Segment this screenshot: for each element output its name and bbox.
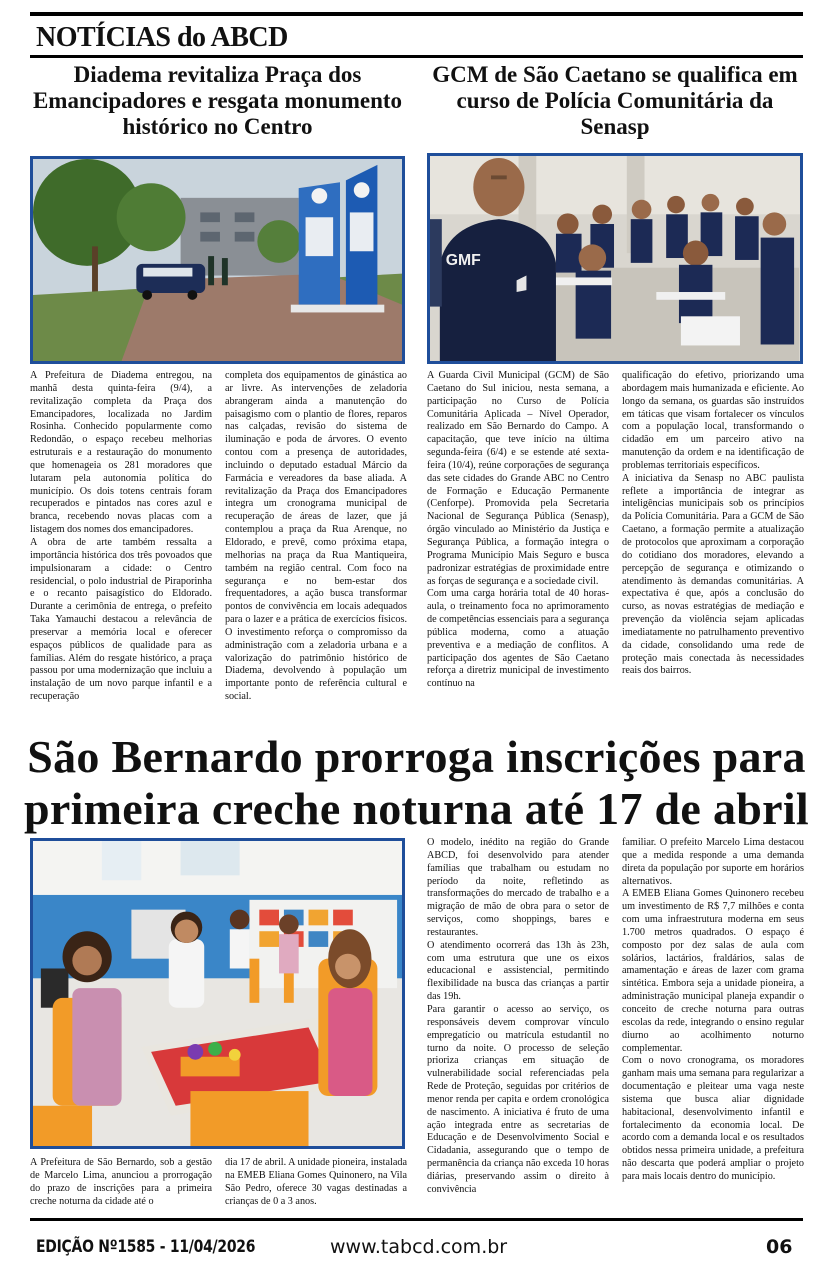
creche-paragraph: Para garantir o acesso ao serviço, os responsáveis devem comprovar vínculo empregatício ou matrícula estudantil no turno da noite. O processo de seleção prioriza crianças em situação de vulnerabilidade social referenciadas pela Rede de Proteção, seguidas por critérios de menor renda per capita e ordem cronológica de nascimento. A iniciativa é fruto de uma ação integrada entre as secretarias de Educação e de Desenvolvimento Social e Cidadania, assegurando que o tempo de permanência da criança não exceda 10 horas diárias, preservando assim o direito à convivência bbox=[427, 1003, 609, 1195]
gcm-photo bbox=[427, 153, 803, 364]
page-number: 06 bbox=[766, 1236, 793, 1258]
gcm-paragraph: A Guarda Civil Municipal (GCM) de São Caetano do Sul iniciou, nesta semana, a participação no Curso de Polícia Comunitária Aplicada – Nível Operador, realizado em São Bernardo do Campo. A capacitação, que teve início na última segunda-feira (6/4) e se estende até sexta-feira (10/4), reúne corporações de segurança das sete cidades do Grande ABC no Centro de Formação e Educação Permanente (Cenforpe). Promovida pela Secretaria Nacional de Segurança Pública (Senasp), órgão vinculado ao Ministério da Justiça e Segurança Pública, a formação integra o Programa Município Mais Seguro e busca padronizar estratégias de proximidade entre as forças de segurança e a sociedade civil. bbox=[427, 370, 609, 587]
diadema-paragraph: A obra de arte também ressalta a importância histórica dos três povoados que impulsionaram a cidade: o Centro residencial, o polo industrial de Piraporinha e o recanto paisagístico do Eldorado. Durante a cerimônia de entrega, o prefeito Taka Yamauchi destacou a relevância de preservar a memória local e oferecer espaços públicos de qualidade para as famílias. Além do resgate histórico, a praça passou por uma modernização que incluiu a instalação de um novo parque infantil e a recuperação bbox=[30, 536, 212, 703]
diadema-paragraph: completa dos equipamentos de ginástica ao ar livre. As intervenções de zeladoria abrangeram ainda a manutenção do paisagismo com o plantio de flores, reparos nas calçadas, revisão do sistema de iluminação e poda de árvores. O evento contou com a presença de autoridades, incluindo o deputado estadual Márcio da Farmácia e vereadores da base aliada. A revitalização da Praça dos Emancipadores integra um cronograma municipal de recuperação de áreas de lazer, que já contemplou a praça da Rua Arenque, no Eldorado, e prevê, como próxima etapa, melhorias na praça da Rua Mantiqueira, também na região central. Com foco na segurança e no bem-estar dos frequentadores, a ação busca transformar pontos de convivência em locais adequados para o lazer e a prática de exercícios físicos. O investimento reforça o compromisso da administração com a zeladoria urbana e a valorização do patrimônio histórico de Diadema, devolvendo à população um importante ponto de referência cultural e social. bbox=[225, 370, 407, 703]
creche-paragraph: familiar. O prefeito Marcelo Lima destacou que a medida responde a uma demanda direta da população por suporte em horários alternativos. bbox=[622, 837, 804, 887]
diadema-column-1 bbox=[30, 370, 212, 704]
gcm-column-1 bbox=[427, 370, 609, 691]
creche-column-2 bbox=[225, 1157, 407, 1208]
footer-rule bbox=[30, 1218, 803, 1221]
creche-column-4 bbox=[622, 837, 804, 1184]
creche-paragraph: O modelo, inédito na região do Grande ABCD, foi desenvolvido para atender famílias que trabalham ou estudam no período da noite, refletindo as transformações do mercado de trabalho e a migração de mão de obra para o setor de serviços, como shoppings, bares e restaurantes. bbox=[427, 837, 609, 938]
diadema-paragraph: A Prefeitura de Diadema entregou, na manhã desta quinta-feira (9/4), a revitalização completa da Praça dos Emancipadores, localizada no Jardim Rosinha. Conhecido popularmente como Redondão, o espaço recebeu melhorias estruturais e a restauração do monumento que homenageia os 281 moradores que lutaram pela autonomia política do município. Os dois totens centrais foram recuperados e pintados nas cores azul e branca, recebendo novas placas com a listagem dos nomes dos emancipadores. bbox=[30, 370, 212, 536]
creche-paragraph: dia 17 de abril. A unidade pioneira, instalada na EMEB Eliana Gomes Quinonero, na Vila São Pedro, oferece 30 vagas destinadas a crianças de 0 a 3 anos. bbox=[225, 1157, 407, 1207]
creche-headline-line: primeira creche noturna até 17 de abril bbox=[23, 783, 810, 835]
masthead-rule bbox=[30, 55, 803, 58]
gcm-paragraph: qualificação do efetivo, priorizando uma abordagem mais humanizada e eficiente. Ao longo da semana, os guardas são instruídos em táticas que visam fortalecer os vínculos com a população local, transformando o cidadão em um parceiro ativo na manutenção da ordem e na identificação de problemas territoriais específicos. bbox=[622, 370, 804, 471]
creche-column-3 bbox=[427, 837, 609, 1197]
creche-paragraph: O atendimento ocorrerá das 13h às 23h, com uma estrutura que une os eixos educacional e assistencial, permitindo flexibilidade na busca das crianças a partir das 19h. bbox=[427, 939, 609, 1003]
edition-label: EDIÇÃO Nº1585 - 11/04/2026 bbox=[36, 1237, 256, 1257]
creche-photo bbox=[30, 838, 405, 1149]
top-rule bbox=[30, 12, 803, 16]
gcm-paragraph: Com uma carga horária total de 40 horas-aula, o treinamento foca no aprimoramento de competências essenciais para a segurança pública moderna, como a atuação preventiva e a mediação de conflitos. A participação dos agentes de São Caetano reforça a diretriz municipal de investimento contínuo na bbox=[427, 588, 609, 690]
uniform-text: GMF bbox=[445, 251, 481, 269]
diadema-column-2 bbox=[225, 370, 407, 704]
creche-column-1 bbox=[30, 1157, 212, 1208]
creche-headline bbox=[20, 731, 813, 836]
section-title: NOTÍCIAS do ABCD bbox=[36, 22, 288, 53]
gcm-headline: GCM de São Caetano se qualifica em curso de Polícia Comunitária da Senasp bbox=[432, 62, 798, 139]
creche-paragraph: A EMEB Eliana Gomes Quinonero recebeu um investimento de R$ 7,7 milhões e conta com uma infraestrutura moderna em seus 1.700 metros quadrados. O espaço é composto por dez salas de aula com solários, lactários, fraldários, salas de amamentação e áreas de lazer com grama sintética. Embora seja a unidade pioneira, a administração municipal planeja expandir o conceito de creche noturna para outras escolas da rede, integrando o ensino regular diurno ao acolhimento noturno complementar. bbox=[622, 888, 804, 1054]
gcm-column-2 bbox=[622, 370, 804, 678]
diadema-headline: Diadema revitaliza Praça dos Emancipadores e resgata monumento histórico no Centro bbox=[32, 62, 403, 139]
site-url[interactable]: www.tabcd.com.br bbox=[330, 1236, 508, 1258]
diadema-photo bbox=[30, 156, 405, 364]
creche-paragraph: A Prefeitura de São Bernardo, sob a gestão de Marcelo Lima, anunciou a prorrogação do prazo de inscrições para a primeira creche noturna da cidade até o bbox=[30, 1157, 212, 1207]
gcm-paragraph: A iniciativa da Senasp no ABC paulista reflete a importância de integrar as inteligências municipais sob os princípios da Polícia Comunitária. Para a GCM de São Caetano, a formação permite a atualização de protocolos que aproximam a corporação do cotidiano dos moradores, elevando a percepção de segurança e otimizando o atendimento às demandas comunitárias. A expectativa é que, após a conclusão do curso, as novas estratégias de mediação e prevenção da violência sejam aplicadas imediatamente no patrulhamento preventivo da cidade, consolidando uma rede de proteção mais conectada às necessidades reais dos bairros. bbox=[622, 472, 804, 677]
creche-paragraph: Com o novo cronograma, os moradores ganham mais uma semana para regularizar a documentação e pleitear uma vaga neste sistema que busca aliar dignidade habitacional, desenvolvimento infantil e fortalecimento da economia local. De acordo com a demanda local e os resultados obtidos nessa primeira unidade, a prefeitura não descarta que poderá ampliar o projeto para mais locais dentro do município. bbox=[622, 1055, 804, 1182]
creche-headline-line: São Bernardo prorroga inscrições para bbox=[27, 731, 806, 782]
